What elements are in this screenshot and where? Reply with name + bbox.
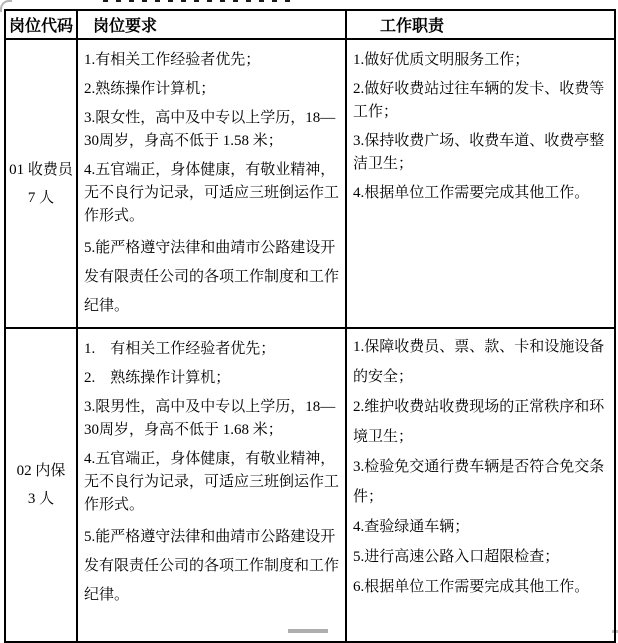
duty-item: 6.根据单位工作需要完成其他工作。	[353, 579, 590, 595]
table-row-internal-security	[5, 328, 615, 642]
position-code: 01 收费员	[9, 161, 73, 178]
requirement-item: 5.能严格遵守法律和曲靖市公路建设开发有限责任公司的各项工作制度和工作纪律。	[84, 240, 340, 314]
duty-item: 5.进行高速公路入口超限检查；	[353, 549, 560, 565]
position-code: 02 内保	[16, 463, 66, 479]
duties-cell	[346, 328, 615, 642]
column-header-duties: 工作职责	[346, 10, 615, 39]
requirement-item: 4.五官端正，身体健康，有敬业精神，无不良行为记录，可适应三班倒运作工作形式。	[84, 162, 340, 224]
duty-item: 3.保持收费广场、收费车道、收费亭整洁卫生；	[353, 133, 605, 172]
duty-item: 1.做好优质文明服务工作；	[353, 52, 530, 68]
requirement-item: 5.能严格遵守法律和曲靖市公路建设开发有限责任公司的各项工作制度和工作纪律。	[84, 529, 340, 603]
cropped-text-artifact	[103, 0, 295, 2]
duties-cell	[346, 39, 615, 328]
position-count: 3 人	[27, 491, 55, 507]
job-positions-table	[4, 9, 616, 643]
table-header-row	[5, 10, 615, 39]
requirement-item: 2. 熟练操作计算机；	[84, 370, 231, 386]
requirement-item: 2.熟练操作计算机；	[84, 81, 216, 97]
position-code-cell	[5, 39, 77, 328]
requirement-item: 4.五官端正，身体健康，有敬业精神，无不良行为记录，可适应三班倒运作工作形式。	[84, 451, 340, 513]
requirement-item: 1. 有相关工作经验者优先；	[84, 341, 276, 357]
duty-item: 2.做好收费站过往车辆的发卡、收费等工作；	[353, 81, 605, 120]
duty-item: 4.查验绿通车辆；	[353, 519, 470, 535]
requirement-item: 3.限男性，高中及中专以上学历，18—30周岁，身高不低于 1.68 米；	[84, 399, 336, 438]
requirement-item: 3.限女性，高中及中专以上学历，18—30周岁，身高不低于 1.58 米；	[84, 110, 336, 149]
position-code-cell	[5, 328, 77, 642]
column-header-position-code: 岗位代码	[5, 10, 77, 39]
requirements-cell	[77, 39, 346, 328]
column-header-requirements: 岗位要求	[77, 10, 346, 39]
table-row-toll-collector	[5, 39, 615, 328]
requirement-item: 1.有相关工作经验者优先；	[84, 52, 261, 68]
duty-item: 1.保障收费员、票、款、卡和设施设备的安全；	[353, 339, 605, 385]
position-count: 7 人	[27, 189, 55, 206]
requirements-cell	[77, 328, 346, 642]
duty-item: 2.维护收费站收费现场的正常秩序和环境卫生；	[353, 399, 605, 445]
duty-item: 3.检验免交通行费车辆是否符合免交条件；	[353, 459, 605, 505]
duty-item: 4.根据单位工作需要完成其他工作。	[353, 185, 590, 201]
